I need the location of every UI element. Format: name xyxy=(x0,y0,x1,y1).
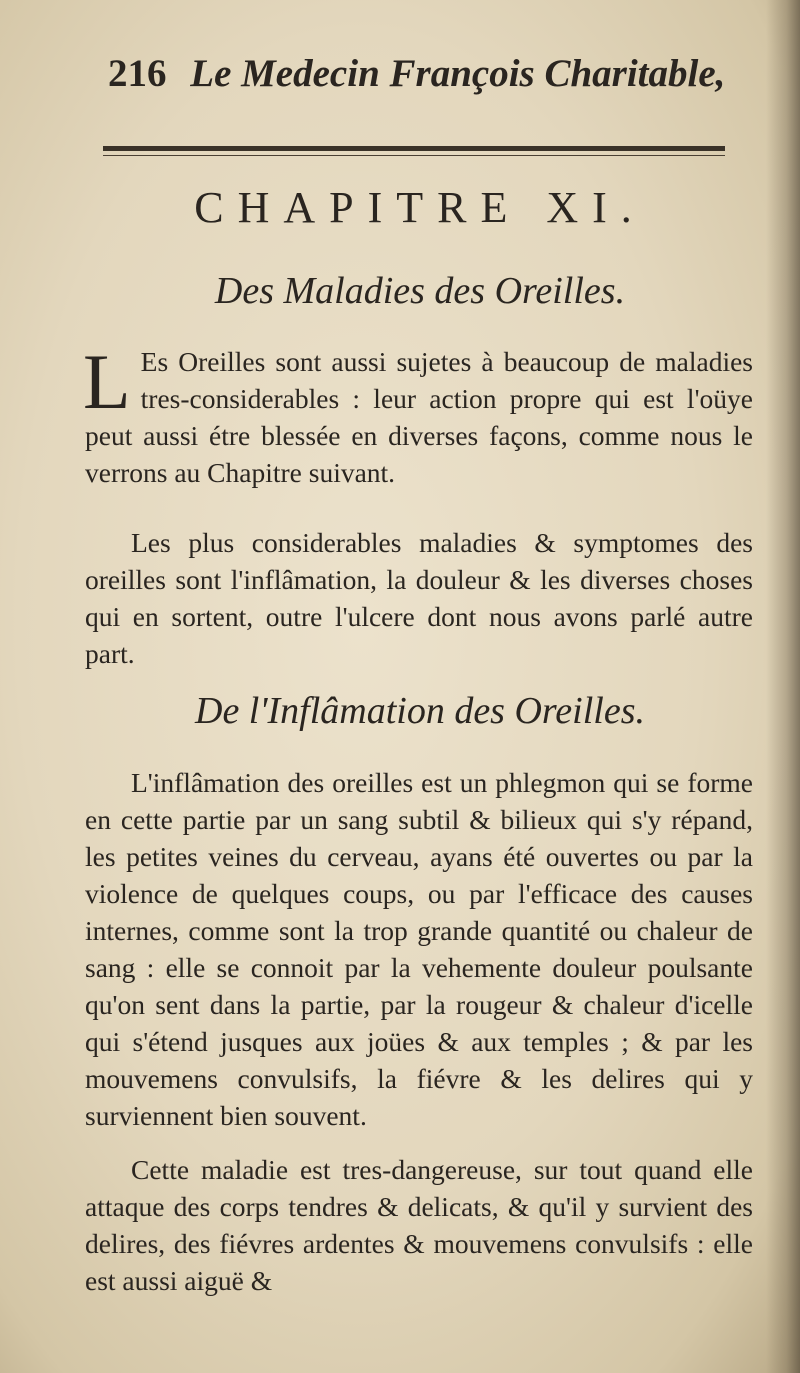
page-number: 216 xyxy=(108,52,167,95)
running-title: Le Medecin François Charitable, xyxy=(190,52,726,95)
paragraph-inflammation: L'inflâmation des oreilles est un phlegmon qui se forme en cette partie par un sang subtil & bilieux qui s'y répand, les petites veines du cerveau, ayans été ouvertes ou par la violence de quelques coups, ou par l'efficace des causes internes, comme sont la trop grande quantité ou chaleur de sang : elle se connoit par la vehemente douleur poulsante qu'on sent dans la partie, par la rougeur & chaleur d'icelle qui s'étend jusques aux joües & aux temples ; & par les mouvemens convulsifs, la fiévre & les delires qui y surviennent bien souvent. xyxy=(85,767,753,1131)
chapter-label: CHAPITRE XI. xyxy=(194,183,646,232)
page-header xyxy=(108,44,728,104)
paragraph-intro-text: Es Oreilles sont aussi sujetes à beaucoup de maladies tres-considerables : leur action propre qui est l'oüye peut aussi étre blessée en diverses façons, comme nous le verrons au Chapitre suivant. xyxy=(85,346,753,488)
drop-cap: L xyxy=(83,338,131,425)
chapter-title: Des Maladies des Oreilles. xyxy=(214,270,626,312)
header-rule-thin xyxy=(103,155,725,156)
paragraph-symptoms: Les plus considerables maladies & symptomes des oreilles sont l'inflâmation, la douleur & les diverses choses qui en sortent, outre l'ulcere dont nous avons parlé autre part. xyxy=(85,527,753,669)
page-edge-shadow xyxy=(766,0,800,1373)
header-rule xyxy=(103,146,725,151)
paragraph-danger: Cette maladie est tres-dangereuse, sur tout quand elle attaque des corps tendres & delicats, & qu'il y survient des delires, des fiévres ardentes & mouvemens convulsifs : elle est aussi aiguë & xyxy=(85,1154,753,1296)
paragraph-intro xyxy=(83,338,753,491)
section-title: De l'Inflâmation des Oreilles. xyxy=(195,690,645,732)
